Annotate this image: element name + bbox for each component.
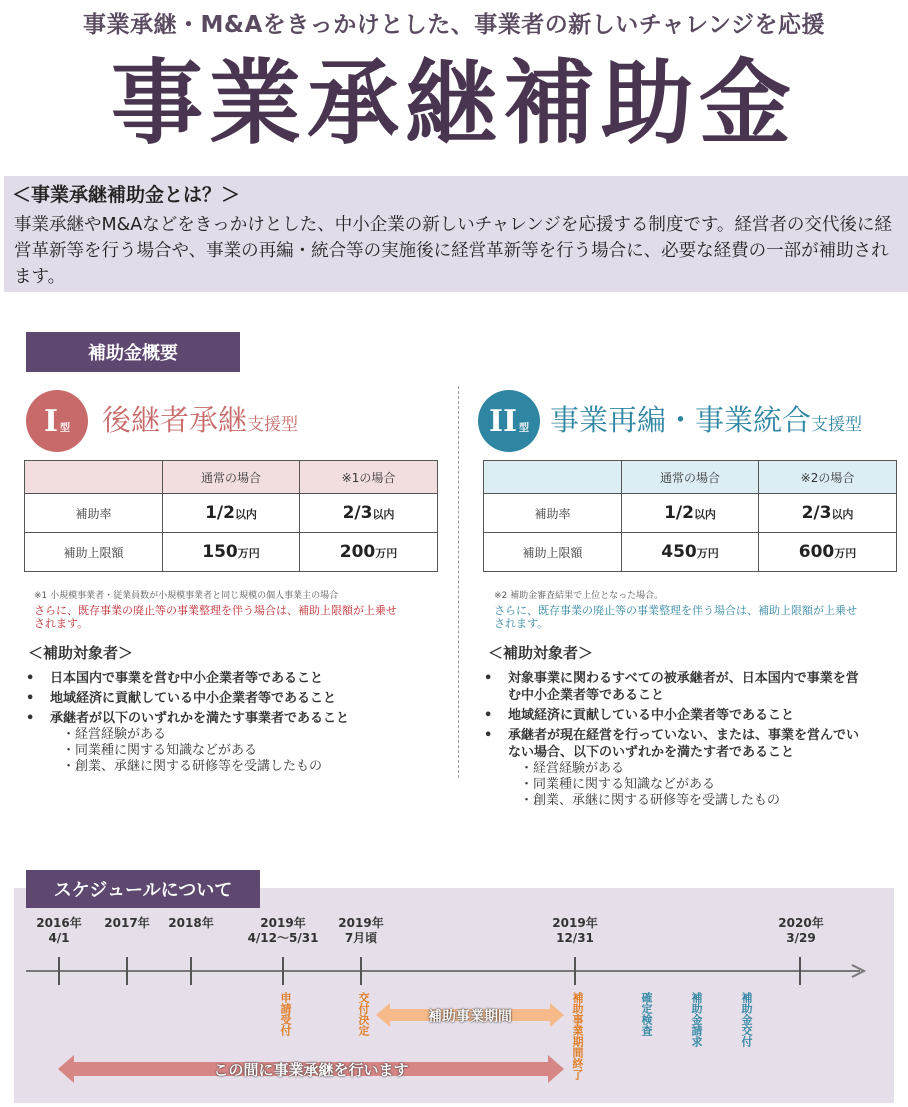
event-claim: 補助金請求 — [690, 992, 703, 1047]
event-application: 申請受付 — [279, 992, 292, 1036]
period-label: 補助事業期間 — [428, 1009, 512, 1025]
type1-header-empty — [25, 461, 163, 494]
succession-label: この間に事業承継を行います — [213, 1061, 409, 1079]
schedule-tab: スケジュールについて — [26, 870, 260, 908]
type1-col-special: ※1の場合 — [300, 461, 438, 494]
list-item: • 承継者が以下のいずれかを満たす事業者であること ・経営経験がある ・同業種に関する知識などがある ・創業、承継に関する研修等を受講したもの — [24, 710, 444, 775]
type2-limit-special: 600万円 — [759, 533, 897, 572]
type1-targets-heading: ＜補助対象者＞ — [28, 644, 134, 662]
type1-title-suffix: 支援型 — [247, 415, 299, 435]
type1-limit-normal: 150万円 — [163, 533, 300, 572]
type1-rate-special: 2/3以内 — [300, 494, 438, 533]
date-2019-apr: 2019年 4/12～5/31 — [247, 916, 319, 945]
sub-list-item: ・同業種に関する知識などがある — [520, 777, 716, 792]
type1-title-main: 後継者承継 — [102, 403, 248, 437]
list-item: • 対象事業に関わるすべての被承継者が、日本国内で事業を営む中小企業者等であること — [482, 670, 862, 704]
type2-limit-normal: 450万円 — [622, 533, 759, 572]
date-2016: 2016年 4/1 — [36, 916, 82, 945]
type2-footnote: ※2 補助金審査結果で上位となった場合。 — [494, 591, 664, 601]
date-2018: 2018年 — [168, 916, 214, 930]
list-item: • 承継者が現在経営を行っていない、または、事業を営んでいない場合、以下のいずれかを満たす者であること ・経営経験がある ・同業種に関する知識などがある ・創業、承継に関する研修等を受講したもの — [482, 727, 862, 809]
timeline-axis — [0, 950, 908, 990]
type1-table — [24, 460, 438, 572]
type1-badge — [26, 390, 88, 452]
type2-row-label: 補助上限額 — [484, 533, 622, 572]
page-subtitle: 事業承継・M&Aをきっかけとした、事業者の新しいチャレンジを応援 — [83, 12, 825, 38]
list-item: • 地域経済に貢献している中小企業者等であること — [482, 707, 862, 724]
sub-list-item: ・創業、承継に関する研修等を受講したもの — [520, 793, 781, 808]
type2-targets-heading: ＜補助対象者＞ — [488, 644, 594, 662]
list-item: • 地域経済に貢献している中小企業者等であること — [24, 690, 444, 707]
type2-header-empty — [484, 461, 622, 494]
type2-sub-list — [520, 761, 862, 809]
type1-row-label: 補助率 — [25, 494, 163, 533]
event-inspection: 確定検査 — [640, 992, 653, 1036]
overview-tab: 補助金概要 — [26, 332, 240, 372]
type2-extra-note: さらに、既存事業の廃止等の事業整理を伴う場合は、補助上限額が上乗せされます。 — [494, 604, 857, 630]
type1-limit-special: 200万円 — [300, 533, 438, 572]
sub-list-item: ・同業種に関する知識などがある — [62, 743, 258, 758]
type1-footnote: ※1 小規模事業者・従業員数が小規模事業者と同じ規模の個人事業主の場合 — [34, 591, 339, 601]
type2-suffix: 型 — [519, 422, 530, 434]
type2-title-main: 事業再編・事業統合 — [550, 403, 812, 437]
type1-sub-list — [62, 727, 444, 775]
sub-list-item: ・創業、承継に関する研修等を受講したもの — [62, 759, 323, 774]
intro-text: 事業承継やM&Aなどをきっかけとした、中小企業の新しいチャレンジを応援する制度です。経営者の交代後に経営革新等を行う場合や、事業の再編・統合等の実施後に経営革新等を行う場合に、必要な経費の一部が補助されます。 — [14, 215, 892, 287]
type2-table — [483, 460, 897, 572]
event-payment: 補助金交付 — [740, 992, 753, 1047]
list-item: • 日本国内で事業を営む中小企業者等であること — [24, 670, 444, 687]
date-2020-mar: 2020年 3/29 — [778, 916, 824, 945]
type2-col-special: ※2の場合 — [759, 461, 897, 494]
type1-rate-normal: 1/2以内 — [163, 494, 300, 533]
type2-numeral: II — [488, 403, 518, 439]
column-divider — [458, 386, 459, 778]
type1-targets — [24, 670, 444, 778]
date-2017: 2017年 — [104, 916, 150, 930]
type2-title-suffix: 支援型 — [811, 415, 863, 435]
type1-title — [102, 398, 298, 439]
type1-extra-note: さらに、既存事業の廃止等の事業整理を伴う場合は、補助上限額が上乗せされます。 — [34, 604, 397, 630]
type1-row-label: 補助上限額 — [25, 533, 163, 572]
sub-list-item: ・経営経験がある — [520, 761, 625, 776]
type2-rate-normal: 1/2以内 — [622, 494, 759, 533]
intro-heading: ＜事業承継補助金とは？＞ — [12, 184, 241, 206]
date-2019-dec: 2019年 12/31 — [552, 916, 598, 945]
event-period-end: 補助事業期間終了 — [571, 992, 584, 1080]
type1-numeral: I — [43, 403, 59, 439]
type1-col-normal: 通常の場合 — [163, 461, 300, 494]
sub-list-item: ・経営経験がある — [62, 727, 167, 742]
event-grant-decision: 交付決定 — [357, 992, 370, 1036]
page-title: 事業承継補助金 — [110, 50, 797, 157]
type2-title — [550, 398, 862, 439]
type2-badge — [478, 390, 540, 452]
type1-suffix: 型 — [60, 422, 71, 434]
type2-row-label: 補助率 — [484, 494, 622, 533]
type2-rate-special: 2/3以内 — [759, 494, 897, 533]
type2-targets — [482, 670, 862, 812]
type2-col-normal: 通常の場合 — [622, 461, 759, 494]
date-2019-jul: 2019年 7月頃 — [338, 916, 384, 945]
